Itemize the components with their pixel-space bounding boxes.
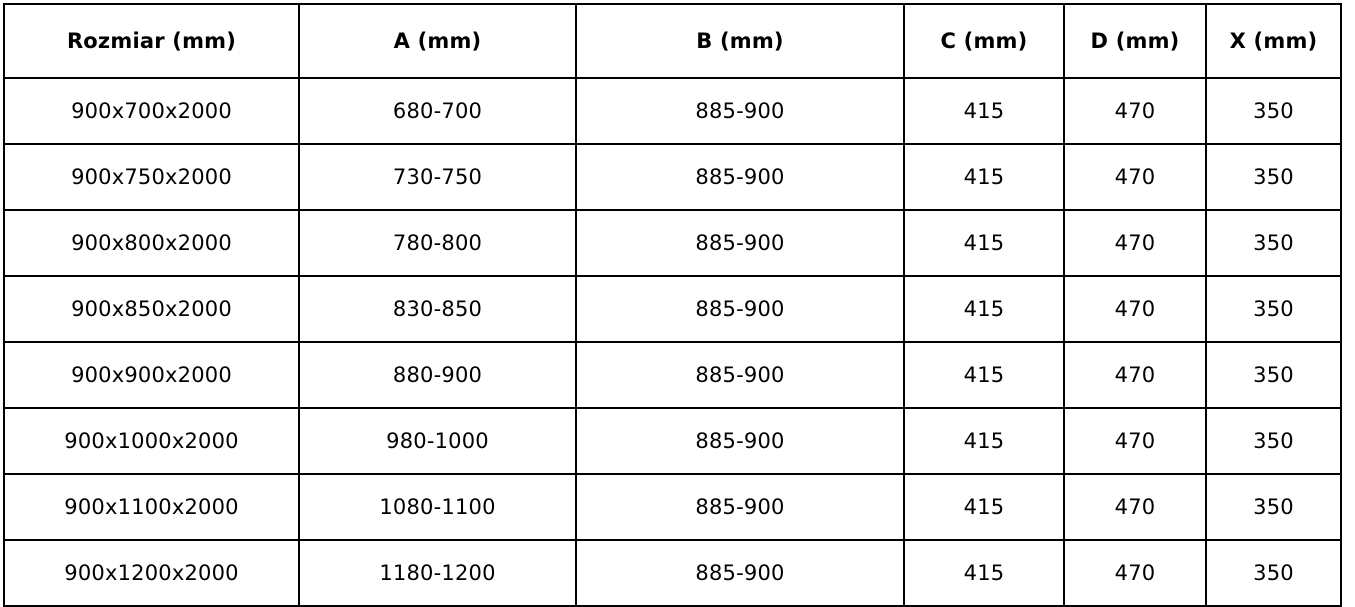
cell-a: 1080-1100: [299, 474, 576, 540]
cell-a: 880-900: [299, 342, 576, 408]
column-header-x: X (mm): [1206, 4, 1341, 78]
cell-d: 470: [1064, 276, 1206, 342]
table-row: [4, 144, 1341, 210]
table-row: [4, 276, 1341, 342]
column-header-b: B (mm): [576, 4, 904, 78]
table-row: [4, 342, 1341, 408]
specification-table-container: [0, 3, 1355, 596]
cell-b: 885-900: [576, 342, 904, 408]
table-row: [4, 210, 1341, 276]
cell-x: 350: [1206, 342, 1341, 408]
cell-x: 350: [1206, 540, 1341, 606]
cell-rozmiar: 900x1200x2000: [4, 540, 299, 606]
cell-b: 885-900: [576, 144, 904, 210]
column-header-rozmiar: Rozmiar (mm): [4, 4, 299, 78]
cell-b: 885-900: [576, 78, 904, 144]
cell-d: 470: [1064, 540, 1206, 606]
cell-x: 350: [1206, 474, 1341, 540]
cell-b: 885-900: [576, 474, 904, 540]
cell-rozmiar: 900x850x2000: [4, 276, 299, 342]
cell-a: 780-800: [299, 210, 576, 276]
cell-x: 350: [1206, 210, 1341, 276]
table-row: [4, 78, 1341, 144]
column-header-c: C (mm): [904, 4, 1064, 78]
cell-c: 415: [904, 540, 1064, 606]
cell-c: 415: [904, 474, 1064, 540]
cell-b: 885-900: [576, 276, 904, 342]
table-header: [4, 4, 1341, 78]
cell-x: 350: [1206, 144, 1341, 210]
cell-x: 350: [1206, 78, 1341, 144]
cell-rozmiar: 900x750x2000: [4, 144, 299, 210]
cell-x: 350: [1206, 276, 1341, 342]
cell-c: 415: [904, 276, 1064, 342]
cell-d: 470: [1064, 78, 1206, 144]
cell-rozmiar: 900x800x2000: [4, 210, 299, 276]
table-row: [4, 540, 1341, 606]
cell-rozmiar: 900x1100x2000: [4, 474, 299, 540]
cell-d: 470: [1064, 144, 1206, 210]
column-header-a: A (mm): [299, 4, 576, 78]
table-header-row: [4, 4, 1341, 78]
dimensions-table: [3, 3, 1342, 607]
table-row: [4, 474, 1341, 540]
cell-a: 830-850: [299, 276, 576, 342]
cell-a: 980-1000: [299, 408, 576, 474]
cell-c: 415: [904, 78, 1064, 144]
cell-b: 885-900: [576, 540, 904, 606]
cell-a: 680-700: [299, 78, 576, 144]
table-body: [4, 78, 1341, 606]
cell-rozmiar: 900x900x2000: [4, 342, 299, 408]
cell-a: 730-750: [299, 144, 576, 210]
cell-rozmiar: 900x700x2000: [4, 78, 299, 144]
cell-d: 470: [1064, 210, 1206, 276]
table-row: [4, 408, 1341, 474]
cell-c: 415: [904, 342, 1064, 408]
cell-b: 885-900: [576, 210, 904, 276]
cell-d: 470: [1064, 474, 1206, 540]
cell-c: 415: [904, 408, 1064, 474]
cell-b: 885-900: [576, 408, 904, 474]
cell-x: 350: [1206, 408, 1341, 474]
cell-c: 415: [904, 144, 1064, 210]
cell-d: 470: [1064, 408, 1206, 474]
column-header-d: D (mm): [1064, 4, 1206, 78]
cell-d: 470: [1064, 342, 1206, 408]
cell-a: 1180-1200: [299, 540, 576, 606]
cell-c: 415: [904, 210, 1064, 276]
cell-rozmiar: 900x1000x2000: [4, 408, 299, 474]
